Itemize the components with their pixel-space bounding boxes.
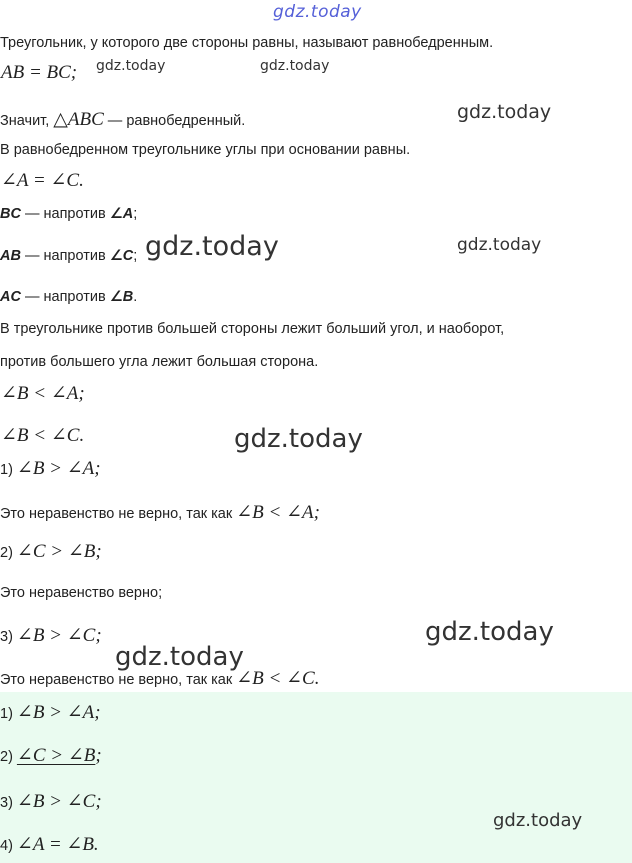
side-ab-text: — напротив <box>20 248 110 264</box>
answer-option-3-math: ∠B > ∠C; <box>16 791 102 812</box>
answer-option-4 <box>0 833 99 856</box>
check-3-math: ∠B > ∠C; <box>16 625 102 646</box>
answer-option-2-math: ∠C > ∠B <box>16 745 96 766</box>
check-2 <box>0 540 102 563</box>
watermark: gdz.today <box>260 58 330 74</box>
check-1-verdict <box>0 501 320 524</box>
answer-option-2-end: ; <box>95 745 102 766</box>
conclusion-text: Значит, <box>0 113 54 129</box>
answer-option-1-math: ∠B > ∠A; <box>16 702 101 723</box>
answer-option-2 <box>0 744 102 767</box>
answer-option-1-number: 1) <box>0 706 13 722</box>
check-3-reason: ∠B < ∠C. <box>236 668 320 689</box>
property-text: В равнобедренном треугольнике углы при основании равны. <box>0 142 411 158</box>
check-1-math: ∠B > ∠A; <box>16 458 101 479</box>
side-ab-label: AB <box>0 248 21 264</box>
side-ac-label: AC <box>0 289 21 305</box>
answer-option-4-number: 4) <box>0 838 13 854</box>
side-ab-end: ; <box>133 248 138 264</box>
theorem-text-1: В треугольнике против большей стороны лежит больший угол, и наоборот, <box>0 321 505 337</box>
side-ab-angle: ∠C <box>109 248 134 264</box>
watermark: gdz.today <box>425 617 554 647</box>
equation-angles-equal: ∠A = ∠C. <box>1 170 84 191</box>
watermark: gdz.today <box>115 642 244 672</box>
theorem-text-2: против большего угла лежит большая сторона. <box>0 354 319 370</box>
answer-option-2-number: 2) <box>0 749 13 765</box>
watermark: gdz.today <box>457 235 542 255</box>
side-ab-line <box>0 248 137 264</box>
watermark: gdz.today <box>96 58 166 74</box>
definition-text: Треугольник, у которого две стороны равны, называют равнобедренным. <box>0 35 494 51</box>
side-ac-line <box>0 289 137 305</box>
side-bc-label: BC <box>0 206 21 222</box>
side-bc-text: — напротив <box>20 206 110 222</box>
answer-option-3-number: 3) <box>0 795 13 811</box>
side-ac-angle: ∠B <box>109 289 134 305</box>
answer-option-4-math: ∠A = ∠B. <box>16 834 99 855</box>
check-1-reason: ∠B < ∠A; <box>236 502 320 523</box>
check-2-verdict: Это неравенство верно; <box>0 585 163 601</box>
watermark: gdz.today <box>493 810 583 831</box>
side-ac-end: . <box>133 289 138 305</box>
conclusion-line <box>0 108 245 131</box>
check-1-number: 1) <box>0 462 13 478</box>
check-3 <box>0 624 102 647</box>
check-2-math: ∠C > ∠B; <box>16 541 102 562</box>
side-bc-angle: ∠A <box>109 206 134 222</box>
triangle-abc: △ABC <box>53 109 104 130</box>
check-2-number: 2) <box>0 545 13 561</box>
site-logo: gdz.today <box>273 2 362 22</box>
check-3-number: 3) <box>0 629 13 645</box>
side-ac-text: — напротив <box>20 289 110 305</box>
check-3-verdict-text: Это неравенство не верно, так как <box>0 672 237 688</box>
side-bc-line <box>0 206 137 222</box>
answer-option-3 <box>0 790 102 813</box>
inequality-b-c: ∠B < ∠C. <box>1 425 85 446</box>
inequality-b-a: ∠B < ∠A; <box>1 383 85 404</box>
side-bc-end: ; <box>133 206 138 222</box>
equation-ab-bc: AB = BC; <box>1 62 78 83</box>
conclusion-rest: — равнобедренный. <box>103 113 246 129</box>
check-1-verdict-text: Это неравенство не верно, так как <box>0 506 237 522</box>
watermark: gdz.today <box>457 101 552 123</box>
check-1 <box>0 457 101 480</box>
answer-option-1 <box>0 701 101 724</box>
watermark: gdz.today <box>234 424 363 454</box>
watermark: gdz.today <box>145 231 279 262</box>
